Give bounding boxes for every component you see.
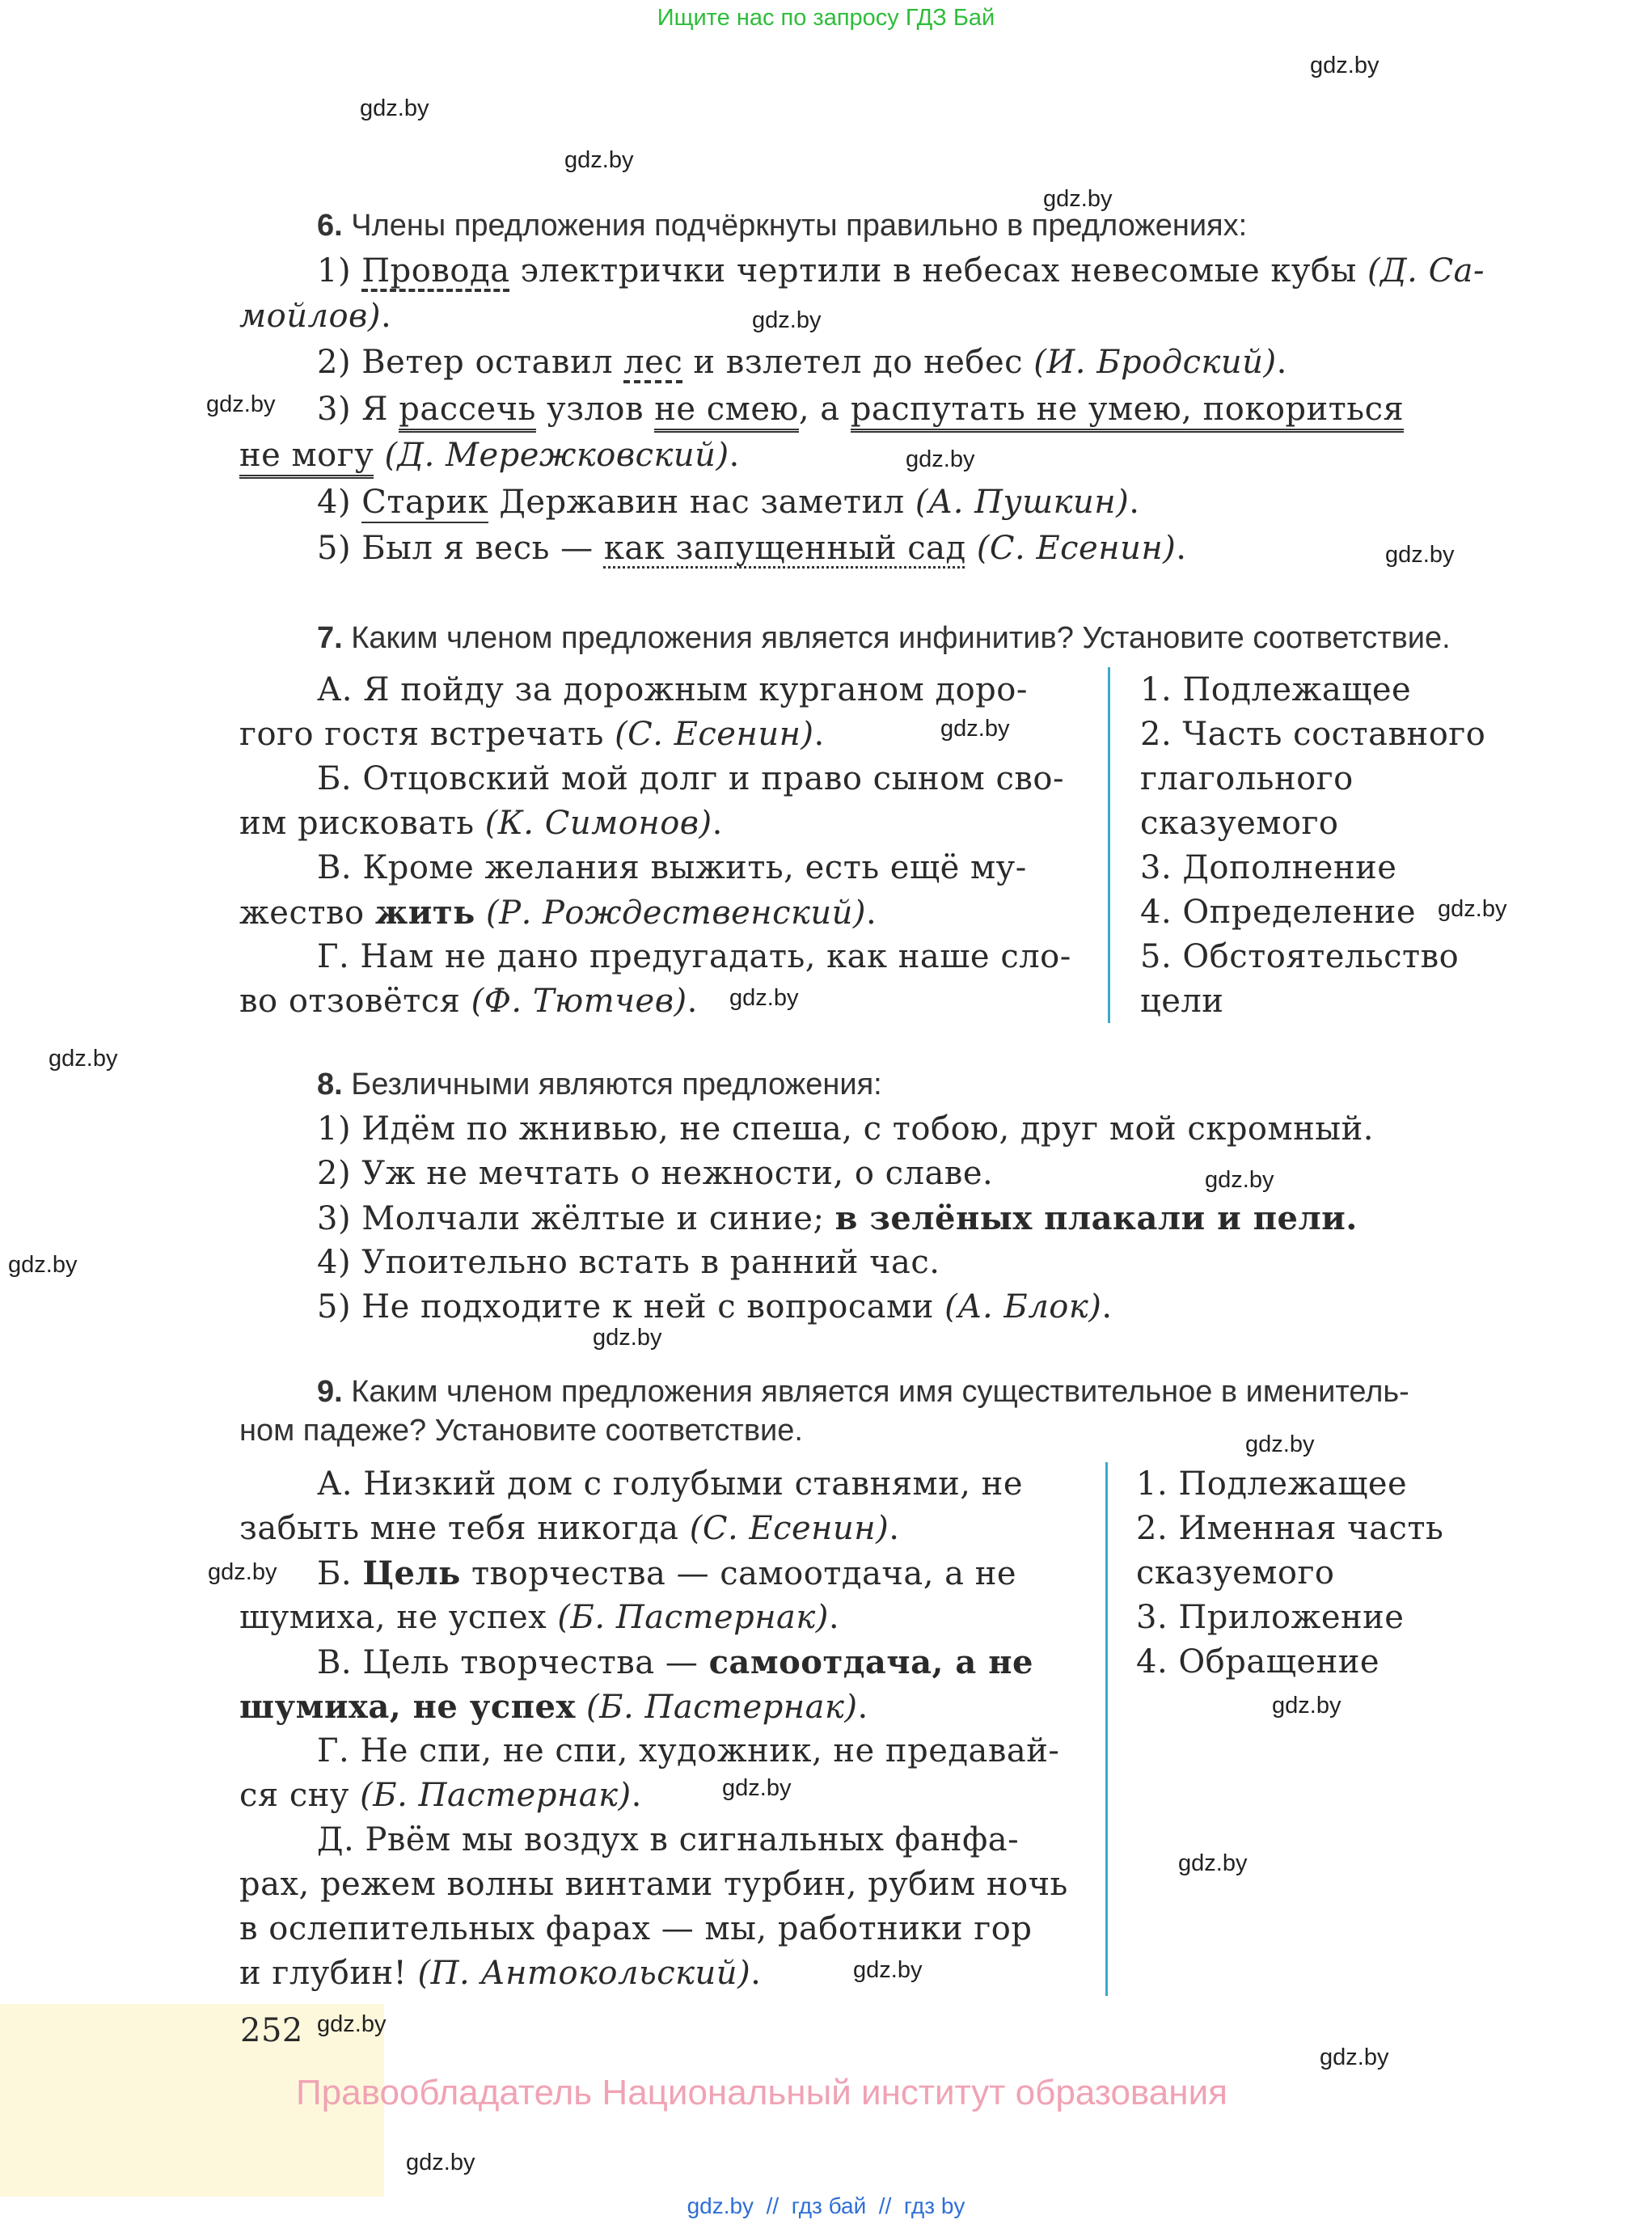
q9-item-b [317, 1554, 1016, 1592]
q6-s4-underlined: Старик [361, 484, 488, 523]
q9-option: 2. Именная часть [1136, 1510, 1444, 1547]
q9-c-text: В. Цель творчества — [317, 1644, 709, 1681]
q7-option: 4. Определение [1140, 894, 1416, 931]
q6-sentence-5 [317, 530, 1187, 567]
q7-c-author: (Р. Рождественский) [475, 894, 867, 932]
q9-title-text: Каким членом предложения является имя существительное в именитель- [351, 1375, 1409, 1409]
q6-s5-text: Был я весь — [351, 530, 604, 567]
q7-option: 5. Обстоятельство [1140, 938, 1460, 975]
q9-e-author: (П. Антокольский) [417, 1955, 751, 1992]
watermark: gdz.by [406, 2150, 475, 2175]
watermark: gdz.by [906, 446, 975, 472]
q9-d-end: . [631, 1777, 642, 1814]
watermark: gdz.by [564, 147, 634, 173]
q6-s5-end: . [1176, 530, 1187, 567]
q7-item-b: Б. Отцовский мой долг и право сыном сво- [317, 760, 1065, 797]
q7-d-end: . [687, 983, 698, 1020]
q6-s2-text-2: и взлетел до небес [682, 344, 1034, 381]
q7-number: 7. [317, 621, 343, 655]
q6-title [317, 209, 1247, 243]
q8-s3-text: 3) Молчали жёлтые и синие; [317, 1200, 835, 1237]
watermark: gdz.by [1178, 1850, 1248, 1876]
q6-s3-text: Я [351, 391, 399, 428]
footer-links[interactable]: gdz.by // гдз бай // гдз by [687, 2193, 965, 2218]
watermark: gdz.by [1320, 2044, 1389, 2070]
q7-d-text: во отзовётся [239, 983, 471, 1020]
q6-s3-text-3: , а [798, 391, 851, 428]
q7-divider [1108, 667, 1110, 1023]
q6-title-text: Члены предложения подчёркнуты правильно в предложениях: [351, 209, 1248, 243]
q6-sentence-2 [317, 344, 1287, 381]
q8-title [317, 1068, 882, 1102]
q6-s1-text: электрички чертили в небесах невесомые кубы [509, 252, 1368, 290]
q9-b-end: . [828, 1599, 840, 1636]
q9-c-author: (Б. Пастернак) [575, 1689, 858, 1726]
q8-s5-end: . [1101, 1288, 1113, 1326]
q7-option: цели [1140, 983, 1224, 1020]
watermark: gdz.by [208, 1559, 277, 1585]
q8-sentence-5 [317, 1288, 1113, 1326]
q9-item-e-line-2: рах, режем волны винтами турбин, рубим ночь [239, 1866, 1068, 1903]
watermark: gdz.by [360, 95, 429, 121]
q9-c-bold-2: шумиха, не успех [239, 1688, 576, 1726]
q6-s5-text-2 [966, 530, 977, 567]
q9-c-bold: самоотдача, а не [708, 1643, 1033, 1681]
q6-s4-text: Державин нас заметил [488, 484, 915, 521]
q9-a-end: . [889, 1510, 900, 1547]
q6-s5-number: 5) [317, 530, 352, 567]
q7-item-c-cont [239, 894, 877, 932]
watermark: gdz.by [729, 985, 799, 1011]
q6-s1-author-cont: мойлов) [239, 298, 381, 335]
q6-s3-number: 3) [317, 391, 352, 428]
watermark: gdz.by [1205, 1167, 1274, 1193]
q6-s5-underlined: как запущенный сад [603, 530, 966, 567]
watermark: gdz.by [593, 1325, 662, 1351]
q7-item-d: Г. Нам не дано предугадать, как наше сло- [317, 938, 1071, 975]
q7-item-a-cont [239, 716, 825, 753]
q7-c-end: . [866, 894, 877, 932]
q9-b-text-2: шумиха, не успех [239, 1599, 558, 1636]
q6-sentence-1-cont [239, 298, 391, 335]
q9-b-text: творчества — самоотдача, а не [460, 1555, 1017, 1592]
q6-s4-author: (А. Пушкин) [915, 484, 1130, 521]
q7-b-end: . [712, 805, 723, 842]
watermark: gdz.by [1245, 1431, 1315, 1457]
q9-item-e-line-3: в ослепительных фарах — мы, работники гор [239, 1910, 1033, 1947]
q6-s1-underlined: Провода [361, 252, 510, 290]
copyright-notice: Правообладатель Национальный институт образования [296, 2073, 1227, 2112]
q6-s4-number: 4) [317, 484, 352, 521]
q9-option: 3. Приложение [1136, 1599, 1405, 1636]
q6-s3-predicate-3: распутать не умею, покориться [851, 391, 1404, 433]
watermark: gdz.by [206, 391, 276, 417]
q7-a-author: (С. Есенин) [615, 716, 814, 753]
q8-s3-bold: в зелёных плакали и пели. [834, 1199, 1358, 1237]
watermark: gdz.by [940, 716, 1010, 742]
q8-sentence-2: 2) Уж не мечтать о нежности, о славе. [317, 1155, 994, 1192]
watermark: gdz.by [8, 1252, 78, 1278]
q7-a-text: гого гостя встречать [239, 716, 615, 753]
q9-d-author: (Б. Пастернак) [360, 1777, 632, 1814]
q9-item-b-cont [239, 1599, 839, 1636]
q9-item-a-cont [239, 1510, 899, 1547]
q6-s1-author: (Д. Са- [1367, 252, 1485, 290]
q6-s3-predicate-2: не смею [654, 391, 799, 433]
q7-item-b-cont [239, 805, 723, 842]
q9-item-d-cont [239, 1777, 642, 1814]
watermark: gdz.by [49, 1046, 118, 1072]
q9-item-e-line-4 [239, 1955, 761, 1992]
watermark: gdz.by [317, 2011, 387, 2037]
q9-option: 1. Подлежащее [1136, 1465, 1408, 1503]
q7-item-c: В. Кроме желания выжить, есть ещё му- [317, 849, 1027, 886]
q6-s3-text-2: узлов [535, 391, 655, 428]
q8-s5-author: (А. Блок) [944, 1288, 1102, 1326]
watermark: gdz.by [752, 307, 822, 333]
q9-option: 4. Обращение [1136, 1643, 1380, 1681]
q8-title-text: Безличными являются предложения: [351, 1068, 882, 1101]
q9-b-author: (Б. Пастернак) [557, 1599, 829, 1636]
q9-title-cont: ном падеже? Установите соответствие. [239, 1414, 803, 1448]
page-number: 252 [240, 2012, 303, 2049]
q7-item-d-cont [239, 983, 698, 1020]
q9-title [317, 1375, 1409, 1410]
q7-option: глагольного [1140, 760, 1354, 797]
q6-s2-end: . [1276, 344, 1287, 381]
q9-divider [1105, 1462, 1108, 1996]
q9-b-letter: Б. [317, 1555, 363, 1592]
q7-d-author: (Ф. Тютчев) [471, 983, 687, 1020]
q7-c-bold: жить [374, 894, 475, 932]
q8-sentence-1: 1) Идём по жнивью, не спеша, с тобою, друг мой скромный. [317, 1110, 1374, 1148]
q7-b-text: им рисковать [239, 805, 485, 842]
q9-a-text: забыть мне тебя никогда [239, 1510, 690, 1547]
q9-e-end: . [750, 1955, 762, 1992]
q6-s2-underlined: лес [623, 344, 683, 381]
q7-option: 2. Часть составного [1140, 716, 1486, 753]
q9-option: сказуемого [1136, 1554, 1335, 1592]
q6-s5-author: (С. Есенин) [976, 530, 1177, 567]
watermark: gdz.by [1310, 53, 1379, 78]
header-site-link[interactable]: Ищите нас по запросу ГДЗ Бай [657, 5, 995, 31]
q7-option: сказуемого [1140, 805, 1339, 842]
watermark: gdz.by [1272, 1693, 1341, 1719]
q9-d-text: ся сну [239, 1777, 361, 1814]
q8-number: 8. [317, 1068, 343, 1101]
q9-item-e: Д. Рвём мы воздух в сигнальных фанфа- [317, 1821, 1020, 1858]
q7-title [317, 621, 1451, 656]
q7-c-text: жество [239, 894, 375, 932]
q6-s2-author: (И. Бродский) [1033, 344, 1277, 381]
q8-sentence-3 [317, 1199, 1358, 1237]
q6-s1-end: . [380, 298, 392, 335]
q7-item-a: А. Я пойду за дорожным курганом доро- [317, 671, 1028, 708]
q6-s1-number: 1) [317, 252, 352, 290]
q7-option: 3. Дополнение [1140, 849, 1397, 886]
q9-item-c [317, 1643, 1033, 1681]
q9-number: 9. [317, 1375, 343, 1409]
q7-title-text: Каким членом предложения является инфинитив? Установите соответствие. [351, 621, 1451, 655]
q9-c-end: . [857, 1689, 868, 1726]
q9-e-text: и глубин! [239, 1955, 418, 1992]
q6-sentence-4 [317, 484, 1139, 521]
q9-item-d: Г. Не спи, не спи, художник, не предавай- [317, 1732, 1060, 1769]
q6-s4-end: . [1129, 484, 1140, 521]
watermark: gdz.by [1438, 896, 1507, 922]
q6-sentence-3-cont [239, 437, 740, 474]
watermark: gdz.by [1385, 542, 1455, 568]
q7-a-end: . [813, 716, 825, 753]
q6-s2-text: Ветер оставил [351, 344, 624, 381]
watermark: gdz.by [853, 1957, 923, 1983]
q9-b-bold: Цель [362, 1554, 461, 1592]
q6-s3-predicate-1: рассечь [399, 391, 536, 433]
watermark: gdz.by [1043, 186, 1113, 212]
q9-item-a: А. Низкий дом с голубыми ставнями, не [317, 1465, 1023, 1503]
watermark: gdz.by [722, 1775, 792, 1801]
q6-number: 6. [317, 209, 343, 243]
q7-option: 1. Подлежащее [1140, 671, 1412, 708]
q6-s3-end: . [729, 437, 740, 474]
q9-a-author: (С. Есенин) [689, 1510, 889, 1547]
q6-s3-author: (Д. Мережковский) [374, 437, 729, 474]
q7-b-author: (К. Симонов) [484, 805, 712, 842]
q6-sentence-1 [317, 252, 1485, 290]
q8-sentence-4: 4) Упоительно встать в ранний час. [317, 1244, 940, 1281]
q8-s5-text: 5) Не подходите к ней с вопросами [317, 1288, 945, 1326]
q6-s2-number: 2) [317, 344, 352, 381]
q6-s3-predicate-4: не могу [239, 437, 374, 479]
q9-item-c-cont [239, 1688, 868, 1726]
q6-sentence-3 [317, 391, 1489, 428]
